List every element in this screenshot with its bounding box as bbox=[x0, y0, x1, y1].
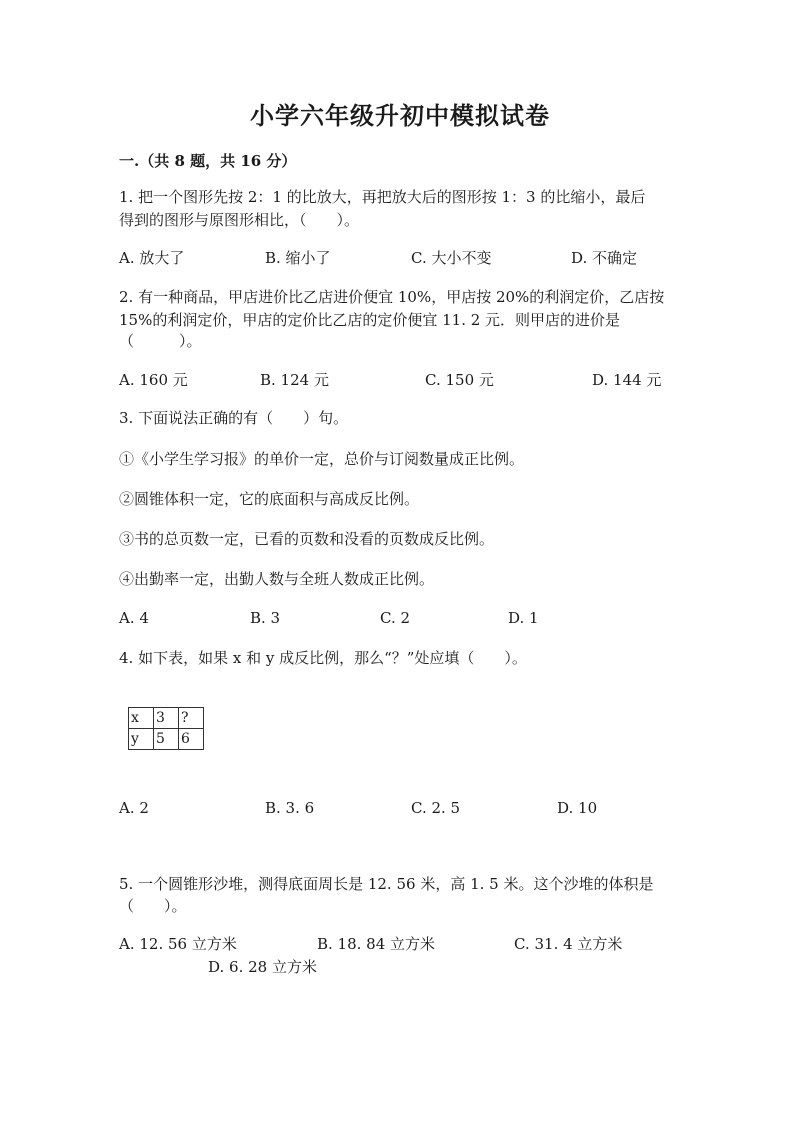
page-title: 小学六年级升初中模拟试卷 bbox=[250, 101, 550, 130]
q4-option-b: B. 3. 6 bbox=[265, 799, 315, 817]
table-cell: 6 bbox=[179, 729, 204, 750]
q2-stem-line-3: （ ）。 bbox=[119, 332, 202, 350]
table-row bbox=[129, 729, 204, 750]
table-row bbox=[129, 708, 204, 729]
q2-option-d: D. 144 元 bbox=[592, 371, 662, 389]
table-cell: 3 bbox=[154, 708, 179, 729]
q5-option-b: B. 18. 84 立方米 bbox=[317, 935, 436, 953]
q3-option-a: A. 4 bbox=[119, 609, 149, 627]
q5-stem-line-1: 5. 一个圆锥形沙堆，测得底面周长是 12. 56 米，高 1. 5 米。这个沙堆的体积是 bbox=[119, 875, 654, 893]
table-cell: ? bbox=[179, 708, 204, 729]
q1-option-b: B. 缩小了 bbox=[265, 249, 331, 267]
q2-stem-line-2: 15%的利润定价，甲店的定价比乙店的定价便宜 11. 2 元．则甲店的进价是 bbox=[119, 311, 621, 329]
q3-stem: 3. 下面说法正确的有（ ）句。 bbox=[119, 409, 349, 427]
q5-option-d: D. 6. 28 立方米 bbox=[208, 958, 317, 976]
q3-option-d: D. 1 bbox=[508, 609, 539, 627]
q2-option-c: C. 150 元 bbox=[425, 371, 494, 389]
section-heading: 一.（共 8 题，共 16 分） bbox=[119, 152, 297, 170]
q3-statement-1: ①《小学生学习报》的单价一定，总价与订阅数量成正比例。 bbox=[119, 450, 525, 468]
table-cell: x bbox=[129, 708, 154, 729]
q1-stem-line-2: 得到的图形与原图形相比，（ ）。 bbox=[119, 211, 360, 229]
q2-option-a: A. 160 元 bbox=[119, 371, 188, 389]
q2-option-b: B. 124 元 bbox=[260, 371, 329, 389]
q1-option-d: D. 不确定 bbox=[571, 249, 638, 267]
q5-stem-line-2: （ ）。 bbox=[119, 897, 187, 915]
q4-option-c: C. 2. 5 bbox=[411, 799, 461, 817]
q3-statement-2: ②圆锥体积一定，它的底面积与高成反比例。 bbox=[119, 490, 420, 508]
q1-option-a: A. 放大了 bbox=[119, 249, 185, 267]
q3-option-b: B. 3 bbox=[250, 609, 281, 627]
xy-table bbox=[128, 707, 204, 750]
q1-stem-line-1: 1. 把一个图形先按 2：1 的比放大，再把放大后的图形按 1：3 的比缩小，最后 bbox=[119, 188, 646, 206]
q4-stem: 4. 如下表，如果 x 和 y 成反比例，那么“？”处应填（ ）。 bbox=[119, 649, 527, 667]
q4-option-d: D. 10 bbox=[557, 799, 598, 817]
table-cell: y bbox=[129, 729, 154, 750]
q3-statement-4: ④出勤率一定，出勤人数与全班人数成正比例。 bbox=[119, 570, 435, 588]
q2-stem-line-1: 2. 有一种商品，甲店进价比乙店进价便宜 10%，甲店按 20%的利润定价，乙店按 bbox=[119, 288, 665, 306]
q5-option-c: C. 31. 4 立方米 bbox=[514, 935, 623, 953]
q3-statement-3: ③书的总页数一定，已看的页数和没看的页数成反比例。 bbox=[119, 530, 495, 548]
q3-option-c: C. 2 bbox=[380, 609, 411, 627]
q5-option-a: A. 12. 56 立方米 bbox=[119, 935, 237, 953]
q4-option-a: A. 2 bbox=[119, 799, 149, 817]
table-cell: 5 bbox=[154, 729, 179, 750]
q1-option-c: C. 大小不变 bbox=[411, 249, 492, 267]
